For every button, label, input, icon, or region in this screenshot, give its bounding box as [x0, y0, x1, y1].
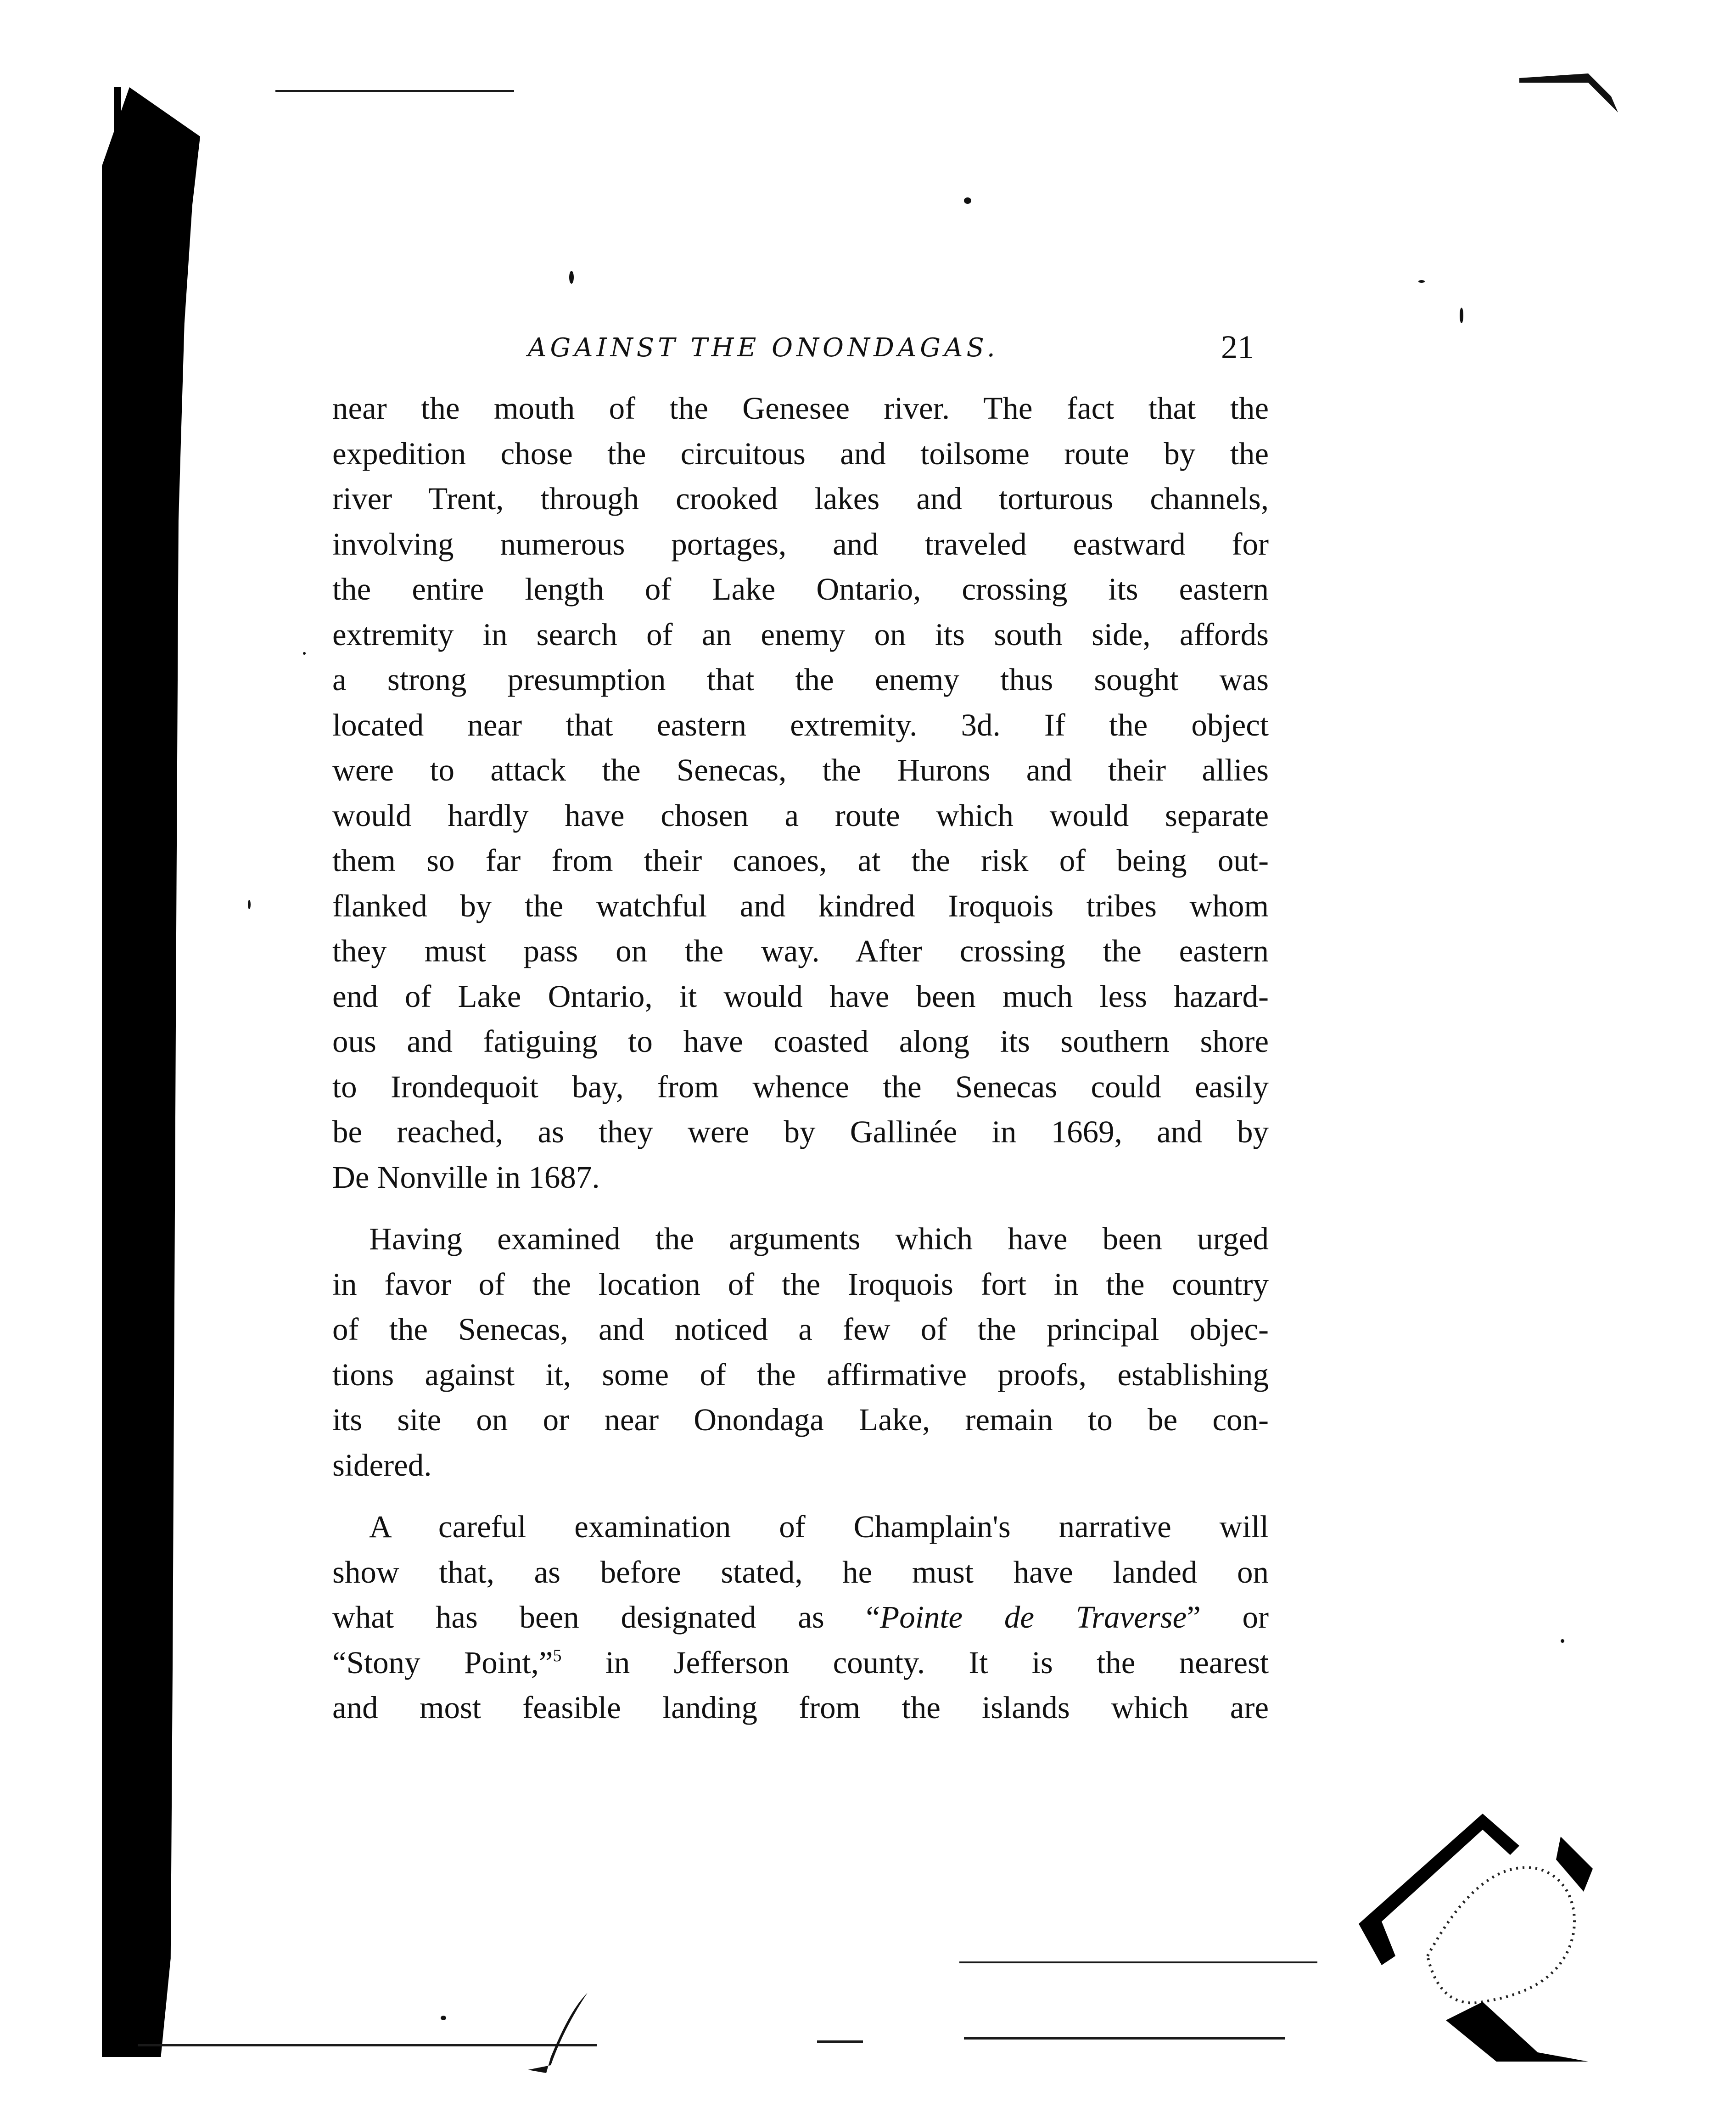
text-line: ous and fatiguing to have coasted along its southern shore — [332, 1024, 1269, 1059]
text-line: involving numerous portages, and traveled eastward for — [332, 526, 1269, 562]
text-line: the entire length of Lake Ontario, crossing its eastern — [332, 572, 1269, 607]
bottom-right-upper-rule — [959, 1961, 1317, 1963]
ink-speck — [1460, 308, 1463, 323]
text-line: Having examined the arguments which have been urged — [369, 1221, 1269, 1256]
paragraph-3 — [332, 1504, 1269, 1731]
text-fragment: in Jefferson county. It is the nearest — [561, 1645, 1269, 1680]
text-line: were to attack the Senecas, the Hurons and their allies — [332, 753, 1269, 787]
paragraph-gap — [332, 1488, 1269, 1504]
italic-place-name: Pointe de Traverse — [880, 1600, 1187, 1635]
bottom-edge-rule-right — [964, 2037, 1285, 2040]
text-line: sidered. — [332, 1447, 432, 1483]
binding-notch — [114, 87, 121, 142]
text-line-with-italic — [332, 1595, 1269, 1640]
text-line: end of Lake Ontario, it would have been much less hazard- — [332, 978, 1269, 1014]
text-line: river Trent, through crooked lakes and torturous channels, — [332, 481, 1269, 516]
text-line: De Nonville in 1687. — [332, 1159, 600, 1195]
running-head-title: AGAINST THE ONONDAGAS. — [528, 333, 999, 363]
text-line: near the mouth of the Genesee river. The fact that the — [332, 391, 1269, 426]
ink-speck — [569, 271, 574, 284]
text-line: tions against it, some of the affirmative proofs, establishing — [332, 1357, 1269, 1392]
text-line: located near that eastern extremity. 3d. If the object — [332, 707, 1269, 742]
photo-corner-mark — [1345, 1804, 1602, 2062]
bottom-edge-rule-middle — [817, 2040, 863, 2043]
text-line: they must pass on the way. After crossing the eastern — [332, 933, 1269, 968]
text-line: in favor of the location of the Iroquois fort in the country — [332, 1266, 1269, 1302]
ink-speck — [1418, 280, 1425, 283]
text-line: A careful examination of Champlain's narrative will — [369, 1509, 1269, 1544]
text-line: extremity in search of an enemy on its south side, affords — [332, 617, 1269, 652]
text-line: to Irondequoit bay, from whence the Senecas could easily — [332, 1069, 1269, 1104]
ink-flourish-mark — [519, 1988, 620, 2080]
text-line: show that, as before stated, he must have landed on — [332, 1554, 1269, 1590]
footnote-reference: 5 — [553, 1646, 562, 1665]
text-line: and most feasible landing from the islands which are — [332, 1690, 1269, 1725]
book-binding-shadow — [102, 87, 200, 2057]
ink-speck — [964, 197, 971, 204]
ink-speck — [248, 900, 251, 909]
ink-speck — [441, 2016, 446, 2020]
text-line: them so far from their canoes, at the risk of being out- — [332, 843, 1269, 878]
text-line: be reached, as they were by Gallinée in 1669, and by — [332, 1114, 1269, 1149]
text-fragment: ” or — [1187, 1600, 1269, 1635]
text-line-with-footnote — [332, 1640, 1269, 1686]
text-line: of the Senecas, and noticed a few of the principal objec- — [332, 1312, 1269, 1347]
paragraph-gap — [332, 1200, 1269, 1216]
page-number: 21 — [1221, 329, 1254, 365]
body-text — [332, 386, 1269, 1731]
text-line: expedition chose the circuitous and toilsome route by the — [332, 436, 1269, 471]
text-line: would hardly have chosen a route which would separate — [332, 798, 1269, 833]
top-edge-rule — [275, 90, 514, 92]
text-line: flanked by the watchful and kindred Iroquois tribes whom — [332, 888, 1269, 923]
ink-speck — [1561, 1639, 1564, 1643]
corner-smudge-mark — [1519, 69, 1620, 115]
text-line: its site on or near Onondaga Lake, remain to be con- — [332, 1402, 1269, 1437]
text-line: a strong presumption that the enemy thus sought was — [332, 662, 1269, 697]
ink-speck — [303, 652, 306, 655]
paragraph-1 — [332, 386, 1269, 1200]
paragraph-2 — [332, 1216, 1269, 1488]
text-fragment: what has been designated as “ — [332, 1600, 880, 1635]
text-fragment: “Stony Point,” — [332, 1645, 553, 1680]
